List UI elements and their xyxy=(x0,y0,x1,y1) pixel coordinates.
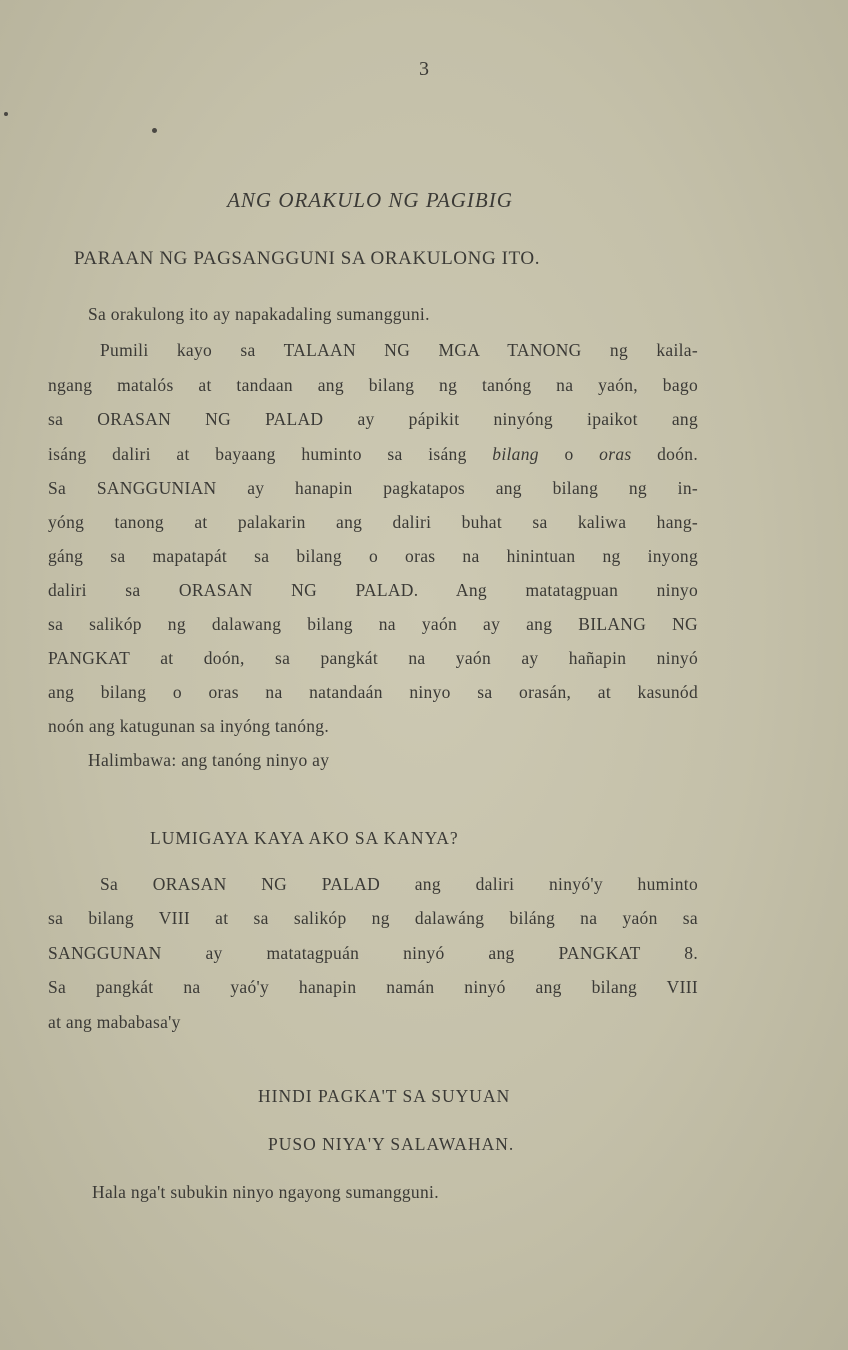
closing-line: Hala nga't subukin ninyo ngayong sumangguni. xyxy=(92,1182,439,1202)
body-line: yóng tanong at palakarin ang daliri buhat sa kaliwa hang- xyxy=(48,512,698,532)
answer-line: PUSO NIYA'Y SALAWAHAN. xyxy=(268,1134,515,1154)
body-line: Pumili kayo sa TALAAN NG MGA TANONG ng kaila- xyxy=(100,340,698,360)
page-title: ANG ORAKULO NG PAGIBIG xyxy=(227,188,513,212)
page-number: 3 xyxy=(419,58,429,80)
italic-word: bilang xyxy=(492,444,539,464)
body-line-text: o xyxy=(538,444,600,464)
example-line: Sa ORASAN NG PALAD ang daliri ninyó'y huminto xyxy=(100,874,698,894)
section-heading: PARAAN NG PAGSANGGUNI SA ORAKULONG ITO. xyxy=(74,248,541,269)
ink-dot xyxy=(152,128,157,133)
body-line xyxy=(48,444,698,465)
body-line-text: doón. xyxy=(631,444,698,464)
body-line: sa ORASAN NG PALAD ay pápikit ninyóng ipaikot ang xyxy=(48,409,698,429)
body-line: noón ang katugunan sa inyóng tanóng. xyxy=(48,716,330,736)
example-line: at ang mababasa'y xyxy=(48,1012,181,1032)
body-line: ang bilang o oras na natandaán ninyo sa orasán, at kasunód xyxy=(48,682,698,702)
example-line: SANGGUNAN ay matatagpuán ninyó ang PANGKAT 8. xyxy=(48,943,698,963)
answer-line: HINDI PAGKA'T SA SUYUAN xyxy=(258,1086,511,1106)
example-line: sa bilang VIII at sa salikóp ng dalawáng biláng na yaón sa xyxy=(48,908,698,928)
body-line-text: isáng daliri at bayaang huminto sa isáng xyxy=(48,444,467,464)
example-line: Sa pangkát na yaó'y hanapin namán ninyó ang bilang VIII xyxy=(48,977,698,997)
body-line: Sa orakulong ito ay napakadaling sumangguni. xyxy=(88,304,430,324)
body-line: daliri sa ORASAN NG PALAD. Ang matatagpuan ninyo xyxy=(48,580,698,600)
body-line: gáng sa mapatapát sa bilang o oras na hinintuan ng inyong xyxy=(48,546,698,566)
ink-dot xyxy=(4,112,8,116)
body-line: PANGKAT at doón, sa pangkát na yaón ay hañapin ninyó xyxy=(48,648,698,668)
body-line: Sa SANGGUNIAN ay hanapin pagkatapos ang bilang ng in- xyxy=(48,478,698,498)
body-line: ngang matalós at tandaan ang bilang ng tanóng na yaón, bago xyxy=(48,375,698,395)
example-question: LUMIGAYA KAYA AKO SA KANYA? xyxy=(150,828,459,848)
italic-word: oras xyxy=(599,444,632,464)
body-line: sa salikóp ng dalawang bilang na yaón ay ang BILANG NG xyxy=(48,614,698,634)
body-line: Halimbawa: ang tanóng ninyo ay xyxy=(88,750,330,770)
